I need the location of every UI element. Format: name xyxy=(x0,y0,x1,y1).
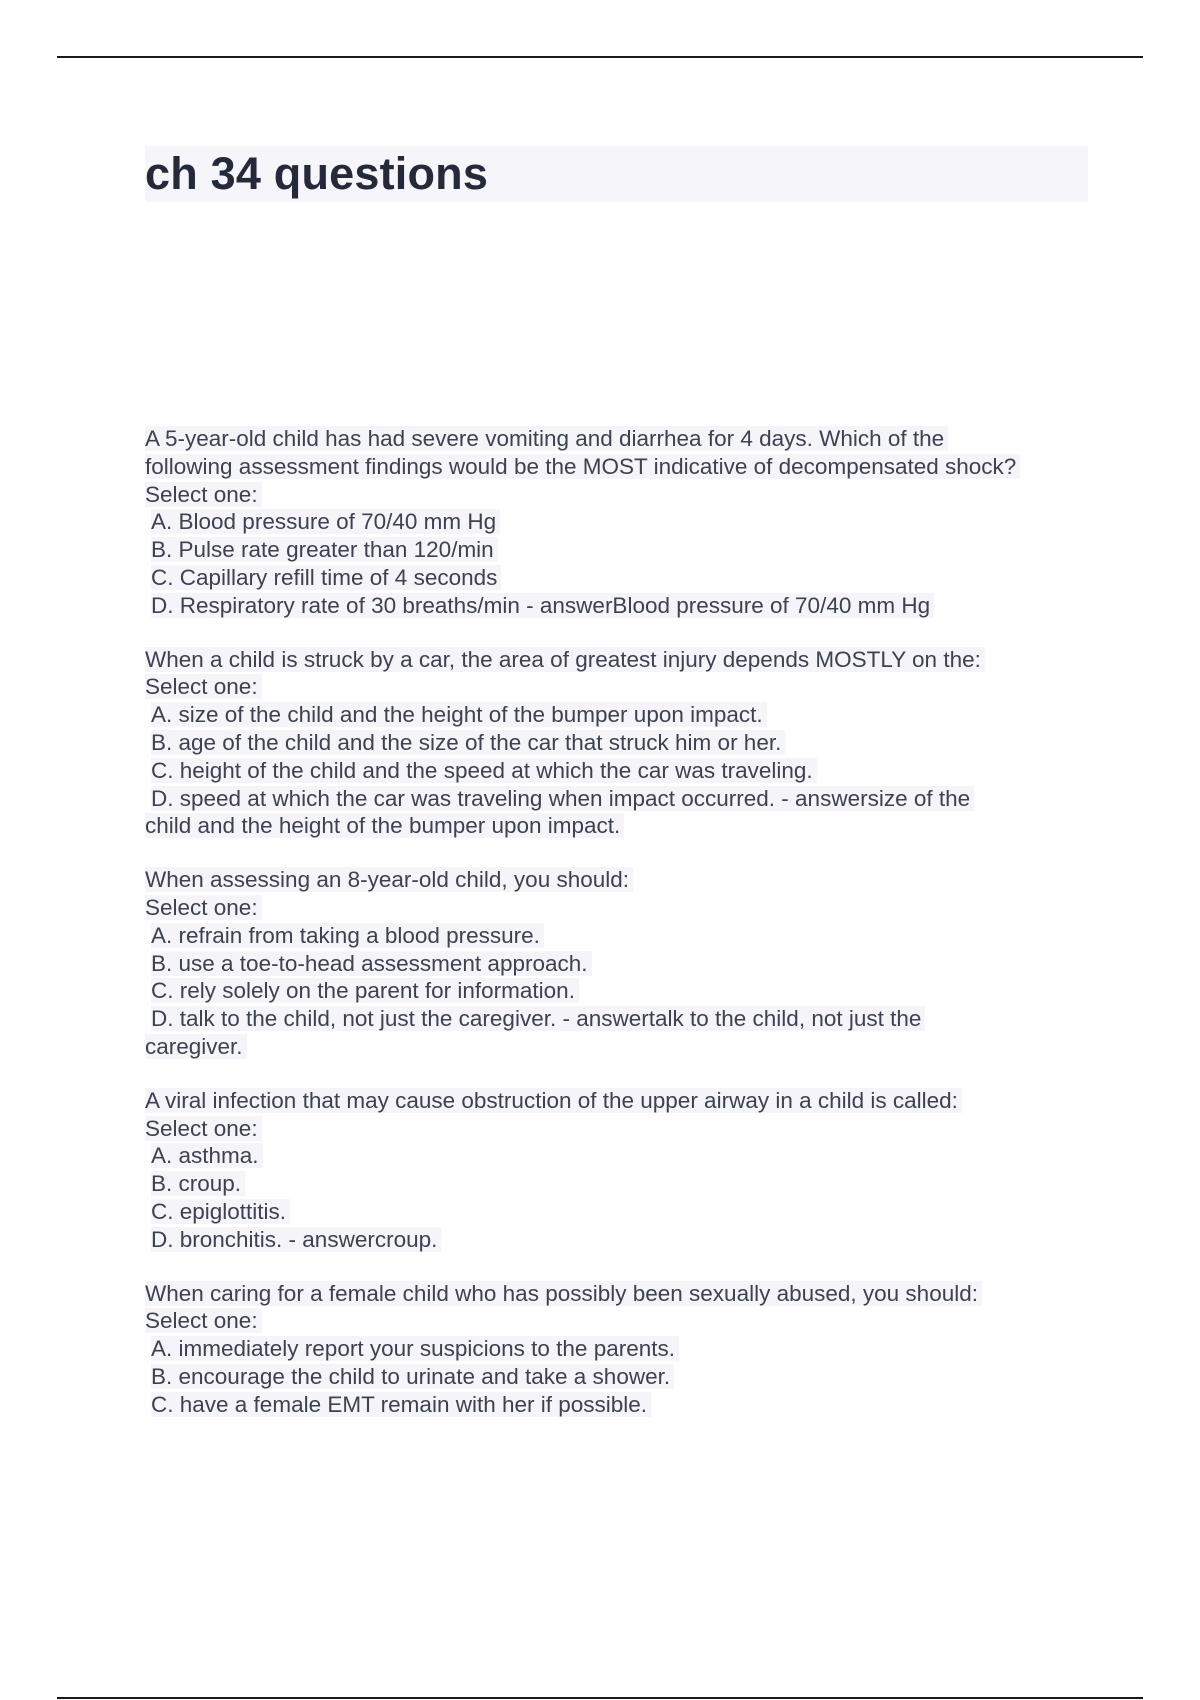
answer-option: A. asthma. xyxy=(145,1142,1095,1170)
question-text-line: A viral infection that may cause obstruction of the upper airway in a child is called: xyxy=(145,1087,1095,1115)
answer-option: D. Respiratory rate of 30 breaths/min - answerBlood pressure of 70/40 mm Hg xyxy=(145,592,1095,620)
answer-option: C. rely solely on the parent for information. xyxy=(145,977,1095,1005)
question-text-line: A 5-year-old child has had severe vomiting and diarrhea for 4 days. Which of the xyxy=(145,425,1095,453)
answer-option: D. bronchitis. - answercroup. xyxy=(145,1226,1095,1254)
question-1 xyxy=(145,425,1095,620)
answer-option: B. use a toe-to-head assessment approach. xyxy=(145,950,1095,978)
question-text-line: When a child is struck by a car, the area of greatest injury depends MOSTLY on the: xyxy=(145,646,1095,674)
answer-option: C. height of the child and the speed at which the car was traveling. xyxy=(145,757,1095,785)
answer-option: C. Capillary refill time of 4 seconds xyxy=(145,564,1095,592)
page-title: ch 34 questions xyxy=(145,148,489,199)
top-rule xyxy=(57,56,1143,58)
question-4 xyxy=(145,1087,1095,1254)
answer-option: D. speed at which the car was traveling when impact occurred. - answersize of the xyxy=(145,785,1095,813)
select-one-label: Select one: xyxy=(145,1115,1095,1143)
question-text-line: When caring for a female child who has possibly been sexually abused, you should: xyxy=(145,1280,1095,1308)
question-5 xyxy=(145,1280,1095,1419)
select-one-label: Select one: xyxy=(145,481,1095,509)
title-block xyxy=(145,146,1088,202)
question-text-line: When assessing an 8-year-old child, you should: xyxy=(145,866,1095,894)
answer-option: B. Pulse rate greater than 120/min xyxy=(145,536,1095,564)
question-list xyxy=(145,425,1095,1445)
answer-option: A. immediately report your suspicions to the parents. xyxy=(145,1335,1095,1363)
answer-option: B. age of the child and the size of the car that struck him or her. xyxy=(145,729,1095,757)
question-3 xyxy=(145,866,1095,1061)
question-text-line: following assessment findings would be the MOST indicative of decompensated shock? xyxy=(145,453,1095,481)
answer-option: C. epiglottitis. xyxy=(145,1198,1095,1226)
answer-option: A. Blood pressure of 70/40 mm Hg xyxy=(145,508,1095,536)
select-one-label: Select one: xyxy=(145,894,1095,922)
answer-option: B. croup. xyxy=(145,1170,1095,1198)
answer-option: B. encourage the child to urinate and take a shower. xyxy=(145,1363,1095,1391)
answer-option: A. size of the child and the height of the bumper upon impact. xyxy=(145,701,1095,729)
answer-continuation: child and the height of the bumper upon impact. xyxy=(145,812,1095,840)
answer-option: A. refrain from taking a blood pressure. xyxy=(145,922,1095,950)
answer-option: D. talk to the child, not just the caregiver. - answertalk to the child, not just the xyxy=(145,1005,1095,1033)
select-one-label: Select one: xyxy=(145,673,1095,701)
answer-continuation: caregiver. xyxy=(145,1033,1095,1061)
select-one-label: Select one: xyxy=(145,1307,1095,1335)
question-2 xyxy=(145,646,1095,841)
answer-option: C. have a female EMT remain with her if possible. xyxy=(145,1391,1095,1419)
bottom-rule xyxy=(57,1697,1143,1699)
